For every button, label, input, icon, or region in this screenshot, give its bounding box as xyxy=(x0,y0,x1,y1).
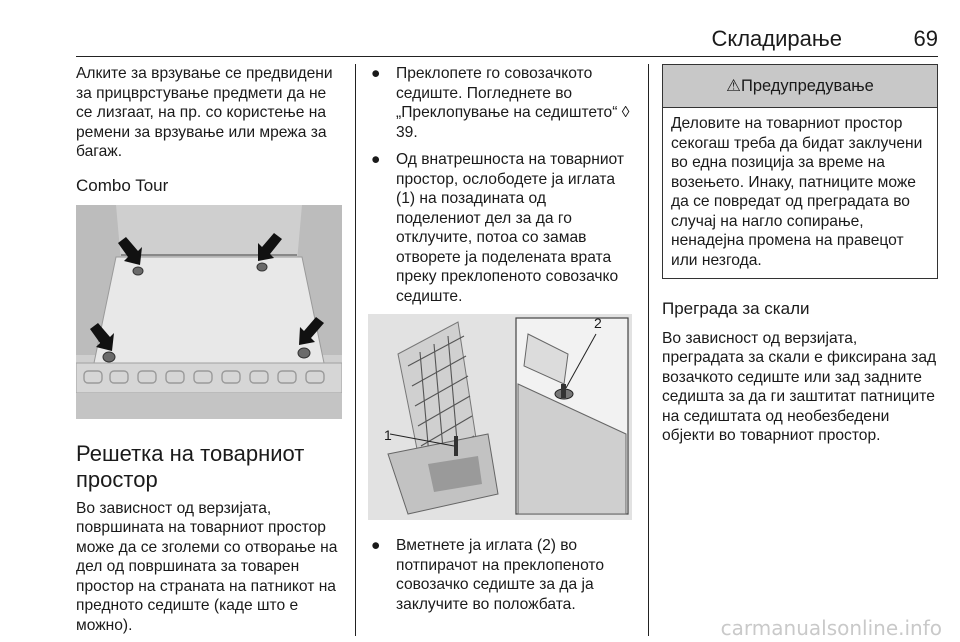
warning-title: Предупредување xyxy=(740,77,874,95)
cargo-floor-illustration xyxy=(76,205,344,425)
bullet-item xyxy=(368,64,634,142)
column-divider-right xyxy=(648,64,649,636)
bullet-text: Од внатрешноста на товарниот простор, ослободете ја иглата (1) на позадината од поделениот дел за да го отклучите, потоа со замав отворете ја поделената врата преку преклопеното совозачко седиште. xyxy=(396,151,624,305)
warning-body: Деловите на товарниот простор секогаш треба да бидат заклучени во една позиција за време на возењето. Инаку, патниците може да се повредат од преградата во случај на нагло сопирање, ненадејна промена на правецот или незгода. xyxy=(671,115,923,269)
ladder-partition-heading: Преграда за скали xyxy=(662,299,810,318)
cargo-grid-body: Во зависност од верзијата, површината на товарниот простор може да се зголеми со отворање на дел од површината за товарен простор на страната на патникот на предното седиште (каде што е можно). xyxy=(76,499,338,634)
warning-header xyxy=(663,65,937,108)
figure-label-2: 2 xyxy=(594,315,602,331)
bullet-text: Преклопете го совозачкото седиште. Погледнете во „Преклопување на седиштето“ ◊ 39. xyxy=(396,65,630,141)
column-right xyxy=(662,64,938,446)
bullet-item xyxy=(368,536,634,614)
column-left xyxy=(76,64,344,635)
figure-label-1: 1 xyxy=(384,427,392,443)
bullet-item xyxy=(368,150,634,306)
header-rule xyxy=(76,56,938,57)
ladder-partition-body: Во зависност од верзијата, преградата за скали е фиксирана зад возачкото седиште или зад задните седишта за да ги заштитат патниците на седиштата од необезбедени објекти во товарниот простор. xyxy=(662,329,937,444)
page-number: 69 xyxy=(913,26,938,51)
intro-paragraph: Алките за врзување се предвидени за прицврстување предмети да не се лизгаат, на пр. со користење на ремени за врзување или мрежа за багаж. xyxy=(76,65,333,160)
combo-tour-heading: Combo Tour xyxy=(76,175,169,195)
page-header-title: Складирање xyxy=(711,26,842,51)
watermark: carmanualsonline.info xyxy=(720,616,942,640)
bullet-dot: ● xyxy=(371,537,381,554)
column-divider-left xyxy=(355,64,356,636)
warning-box xyxy=(662,64,938,279)
bullet-dot: ● xyxy=(371,151,381,168)
column-middle xyxy=(368,64,634,622)
warning-icon: ⚠ xyxy=(726,77,741,95)
bullet-dot: ● xyxy=(371,65,381,82)
cargo-grid-heading: Решетка на товарниот простор xyxy=(76,440,305,492)
partition-illustration xyxy=(368,314,632,520)
bullet-text: Вметнете ја иглата (2) во потпирачот на преклопеното совозачко седиште за да ја заклучите во положбата. xyxy=(396,537,605,613)
